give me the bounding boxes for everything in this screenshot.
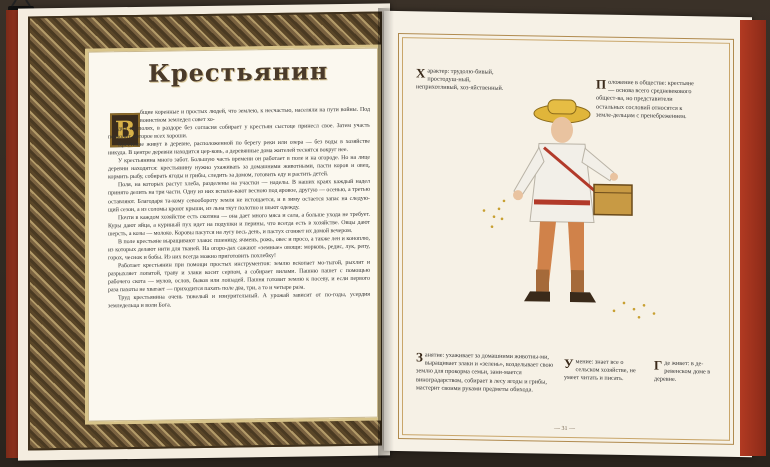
paragraph: дил на полях, в раздоре без согласия собирает у крестьян сыстоце принесл свое. Затем участь позволит, которое всех хороши. — [108, 122, 370, 141]
caption-initial: З — [416, 349, 423, 365]
text-panel — [88, 48, 378, 422]
left-page — [18, 3, 390, 460]
caption-initial: Г — [654, 357, 663, 373]
caption-initial: У — [564, 355, 574, 372]
paragraph: бщие коренные и простых людей, что землею, к несчастью, населяли на пути войны. Под воинством земледел совет хо- — [140, 106, 370, 124]
caption-initial: П — [596, 76, 607, 92]
page-title: Крестьянин — [148, 56, 329, 88]
paragraph: У крестьянина много забот. Большую часть времени он работает в поле и на огороде. Но на лице деревни находятся: крестьянину нужно ухаживать за домашними животными, пасти коров и овец, кормить рыбу, собирать ягоды и грибы, следить за домом, готовить еду и растить детей. — [108, 154, 370, 181]
cover-edge-right — [740, 20, 766, 456]
caption-text: мение: знает все о сельском хозяйстве, не умеет читать и писать. — [564, 358, 636, 383]
paragraph: Почти в каждом хозяйстве есть скотина — она дает много мяса и сала, а больше ухода не требует. Куры дают яйца, а куриный пух идет на подушки и перины, что всегда есть в хозяйстве. Овцы дают шерсть, а козы — молоко. Коровы пасутся на лугу весь день, и пастух сгоняет их домой вечером. — [108, 211, 370, 238]
dropcap: В — [110, 113, 140, 147]
paragraph: Поля, на которых растут хлеба, разделены на участки — наделы. В наших краях каждый надел принято делить на три части. Одну из них вспахи-вают весною под яровое, другую — осенью, а третью оставляют. Благодаря та-кому севообороту земля не истощается, и в зиму остается запас на следую-щий сезон, а из соломы кроют крыши, из льна ткут полотно и шьют одежду. — [108, 179, 370, 213]
caption-text: анятие: ухаживает за домашними животны-ми, выращивает злаки и «зелень», возделывает свою землю для прокорма семьи, зани-мается виноградарством, собирает в лесу ягоды и грибы, мастерит своими руками предметы обихода. — [416, 351, 554, 394]
body-text — [108, 106, 370, 311]
paragraph: Работает крестьянин при помощи простых инструментов: землю вскопает мо-тыгой, рыхлит и разрыхляет лопатой, траву и злаки косит серпом, а собирает вилами. Пашню пашет с помощью рабочего скота — мулов, ослов, быков или лошадей. Пашня готовит землю к посеву, и если первого раза пахоты не хватает — приходится пахать поле два, три, а то и четыре раза. — [108, 259, 370, 294]
right-page — [384, 11, 752, 457]
paragraph: Крестьяне живут в деревне, расположенной по берегу реки или озера — без воды в хозяйстве никуда. В центре деревни находится цер-ковь, а деревянные дома жителей теснятся вокруг нее. — [108, 138, 370, 157]
caption-skills — [564, 355, 644, 384]
caption-initial: Х — [416, 65, 426, 81]
caption-text: оложение в обществе: крестьяне — основа всего средневекового общест-ва, но представители остальных сословий относятся к земле-дельцам с пренебрежением. — [596, 78, 694, 120]
paragraph: В поле крестьяне выращивают злаки: пшеницу, ячмень, рожь, овес и просо, а также лен и коноплю, из которых делают нити для тканей. На огоро-дах сажают «земные» овощи: морковь, редис, лук, репу, горох, чеснок и бобы. Из них всегда можно приготовить похлебку! — [108, 235, 370, 262]
paragraph: Труд крестьянина очень тяжелый и изнурительный. А урожай зависит от по-годы, усердия земледельца и воли Бога. — [108, 291, 370, 310]
caption-text: арактер: трудолю-бивый, простодуш-ный, неприхотливый, хоз-яйственный. — [416, 67, 504, 93]
peasant-illustration — [444, 90, 694, 344]
caption-residence — [654, 357, 718, 386]
caption-text: де живет: в де-ревенском доме в деревне. — [654, 359, 711, 384]
book-gutter — [378, 8, 394, 458]
caption-occupation — [416, 351, 566, 395]
page-number: — 31 — — [554, 425, 575, 433]
